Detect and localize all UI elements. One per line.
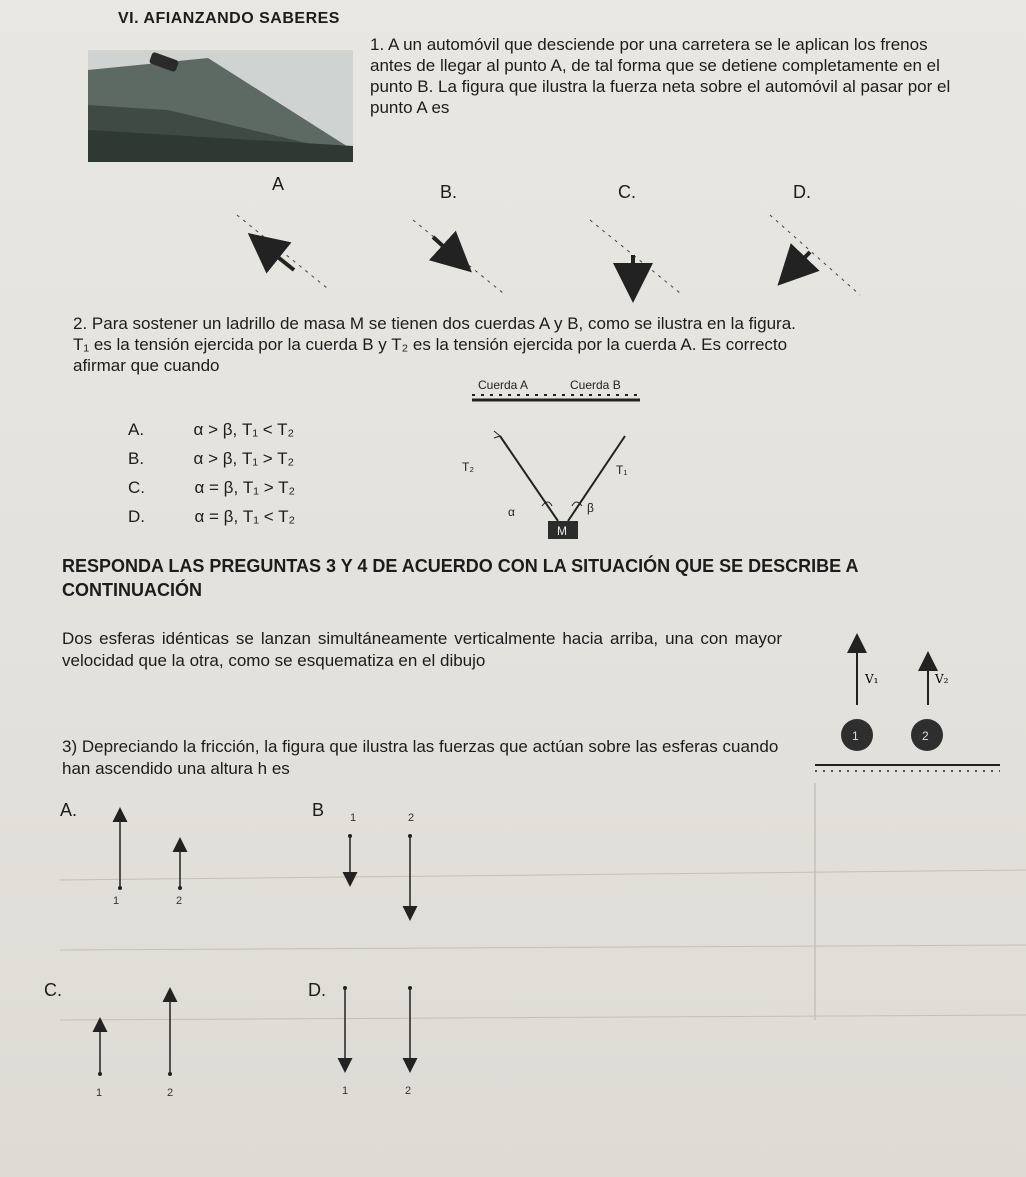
v2-label: V₂: [935, 672, 949, 686]
q3-option-a-diagram: [100, 800, 200, 910]
sphere-2-label: 2: [167, 1087, 174, 1099]
sphere-2-label: 2: [922, 729, 929, 743]
section-title: VI. AFIANZANDO SABERES: [118, 10, 340, 27]
q2-option-letter: A.: [128, 420, 145, 439]
v1-label: V₁: [865, 672, 879, 686]
cord-a-label: Cuerda A: [478, 378, 529, 392]
question-1-text: 1. A un automóvil que desciende por una carretera se le aplican los frenos antes de llegar al punto A, de tal forma que se detiene completamente en el punto B. La figura que ilustra la fuerza neta sobre el automóvil al pasar por el punto A es: [370, 35, 951, 117]
q3-option-b-diagram: [330, 808, 430, 923]
q2-option-text: α = β, T₁ > T₂: [194, 478, 296, 497]
q2-line-2: T₁ es la tensión ejercida por la cuerda B y T₂ es la tensión ejercida por la cuerda A. Es correcto: [73, 335, 788, 354]
q1-option-c-label: C.: [618, 182, 636, 202]
mass-label: M: [557, 524, 567, 538]
q3-option-b-label: B: [312, 800, 325, 820]
sphere-1-label: 1: [350, 812, 357, 824]
sphere-2-label: 2: [405, 1085, 412, 1097]
q2-option-letter: C.: [128, 478, 145, 497]
cord-b-label: Cuerda B: [570, 378, 621, 392]
question-3-text: 3) Depreciando la fricción, la figura que ilustra las fuerzas que actúan sobre las esferas cuando han ascendido una altura h es: [62, 737, 779, 778]
q3-option-c-diagram: [80, 982, 200, 1102]
q2-option-text: α > β, T₁ < T₂: [193, 420, 295, 439]
sphere-1-label: 1: [342, 1085, 349, 1097]
q2-option-letter: D.: [128, 507, 145, 526]
q3-option-a-label: A.: [60, 800, 78, 820]
q3-option-d-label: D.: [308, 980, 326, 1000]
q2-option-letter: B.: [128, 449, 145, 468]
sphere-1-label: 1: [113, 895, 120, 907]
q1-option-a-label: A: [272, 174, 285, 194]
instructions-heading: RESPONDA LAS PREGUNTAS 3 Y 4 DE ACUERDO CON LA SITUACIÓN QUE SE DESCRIBE A CONTINUACIÓN: [62, 556, 858, 600]
t2-label: T₂: [462, 460, 474, 474]
q2-option-text: α = β, T₁ < T₂: [194, 507, 296, 526]
sphere-2-label: 2: [408, 812, 415, 824]
q1-option-d-label: D.: [793, 182, 811, 202]
sphere-2-label: 2: [176, 895, 183, 907]
q2-line-3: afirmar que cuando: [73, 356, 220, 375]
sphere-1-label: 1: [96, 1087, 103, 1099]
q3-option-d-diagram: [325, 982, 435, 1102]
situation-description: Dos esferas idénticas se lanzan simultáneamente verticalmente hacia arriba, una con mayor velocidad que la otra, como se esquematiza en el dibujo: [62, 629, 782, 670]
beta-label: β: [587, 501, 594, 515]
q2-line-1: 2. Para sostener un ladrillo de masa M se tienen dos cuerdas A y B, como se ilustra en la figura.: [73, 314, 796, 333]
q3-option-c-label: C.: [44, 980, 62, 1000]
q2-option-text: α > β, T₁ > T₂: [193, 449, 295, 468]
t1-label: T₁: [616, 463, 628, 477]
q1-option-b-label: B.: [440, 182, 458, 202]
sphere-1-label: 1: [852, 729, 859, 743]
alpha-label: α: [508, 505, 515, 519]
